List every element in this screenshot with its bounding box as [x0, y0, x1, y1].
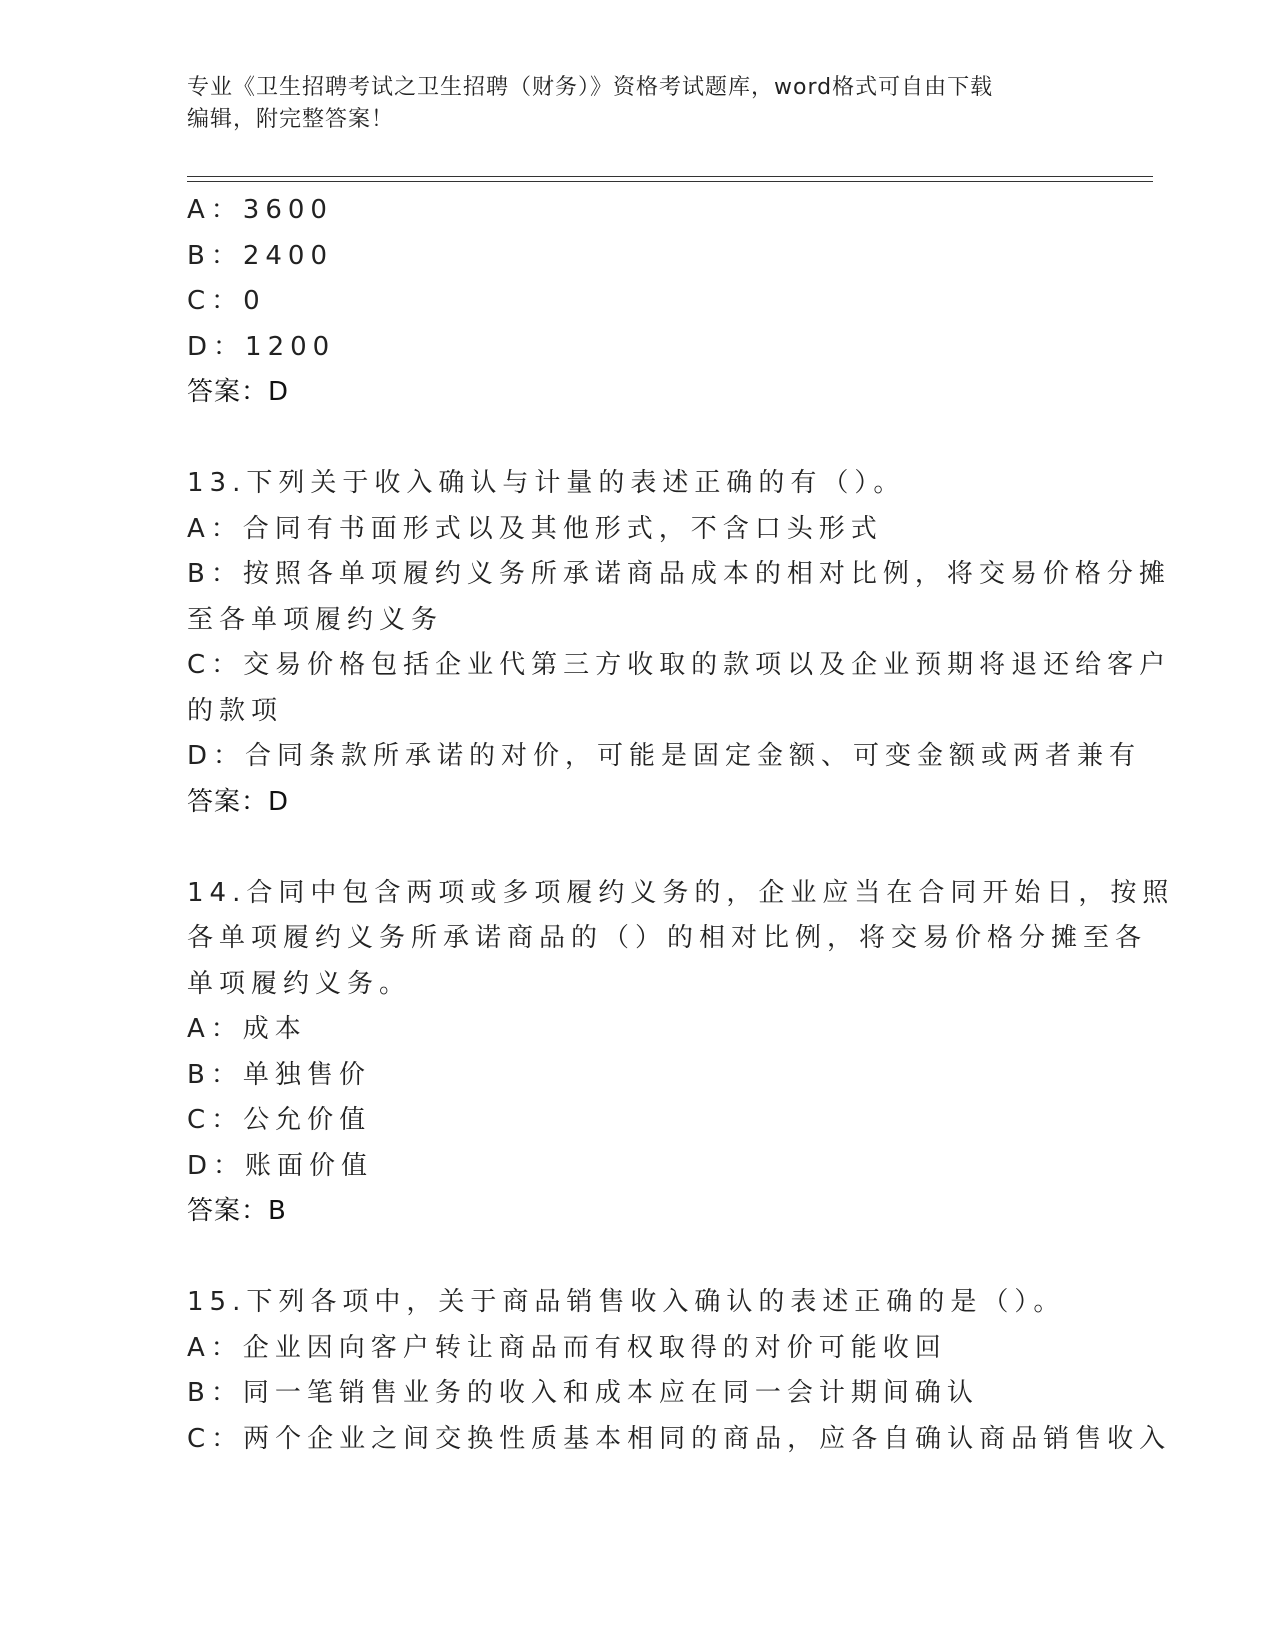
option-a: A：企业因向客户转让商品而有权取得的对价可能收回 — [187, 1332, 947, 1363]
option-c: C：0 — [187, 286, 266, 316]
question-text-continued: 各单项履约义务所承诺商品的（）的相对比例，将交易价格分摊至各 — [187, 923, 1148, 953]
header-line-2: 编辑，附完整答案！ — [187, 107, 395, 132]
option-c: C：交易价格包括企业代第三方收取的款项以及企业预期将退还给客户 — [187, 650, 1172, 680]
option-b: B：2400 — [187, 240, 334, 271]
spacer — [187, 825, 1087, 871]
header-divider-bottom — [187, 181, 1153, 182]
option-a: A：合同有书面形式以及其他形式，不含口头形式 — [187, 513, 883, 544]
header-divider-top — [187, 176, 1153, 177]
option-c: C：两个企业之间交换性质基本相同的商品，应各自确认商品销售收入 — [187, 1423, 1172, 1454]
spacer — [187, 1235, 1087, 1281]
question-15 — [187, 1280, 1172, 1462]
option-b-continued: 至各单项履约义务 — [187, 604, 444, 635]
question-list — [187, 188, 1175, 1462]
answer: 答案：D — [187, 377, 290, 407]
question-13 — [187, 461, 1172, 825]
option-d: D：账面价值 — [187, 1150, 374, 1181]
option-a: A：成本 — [187, 1014, 307, 1044]
spacer — [187, 416, 1087, 462]
option-d: D：1200 — [187, 331, 336, 362]
question-14 — [187, 871, 1175, 1235]
option-b: B：按照各单项履约义务所承诺商品成本的相对比例，将交易价格分摊 — [187, 559, 1171, 589]
option-b: B：单独售价 — [187, 1059, 371, 1090]
option-c-continued: 的款项 — [187, 695, 284, 726]
question-12 — [187, 188, 1087, 416]
header-line-1: 专业《卫生招聘考试之卫生招聘（财务）》资格考试题库，word格式可自由下载 — [187, 75, 994, 100]
question-text: 13.下列关于收入确认与计量的表述正确的有（）。 — [187, 468, 906, 498]
answer: 答案：B — [187, 1196, 287, 1226]
document-header — [187, 72, 1087, 136]
question-text: 15.下列各项中，关于商品销售收入确认的表述正确的是（）。 — [187, 1287, 1066, 1317]
option-a: A：3600 — [187, 195, 333, 225]
answer: 答案：D — [187, 786, 290, 817]
option-b: B：同一笔销售业务的收入和成本应在同一会计期间确认 — [187, 1378, 979, 1408]
option-c: C：公允价值 — [187, 1105, 372, 1135]
option-d: D：合同条款所承诺的对价，可能是固定金额、可变金额或两者兼有 — [187, 741, 1142, 771]
question-text: 14.合同中包含两项或多项履约义务的，企业应当在合同开始日，按照 — [187, 877, 1175, 908]
question-text-continued: 单项履约义务。 — [187, 968, 412, 999]
